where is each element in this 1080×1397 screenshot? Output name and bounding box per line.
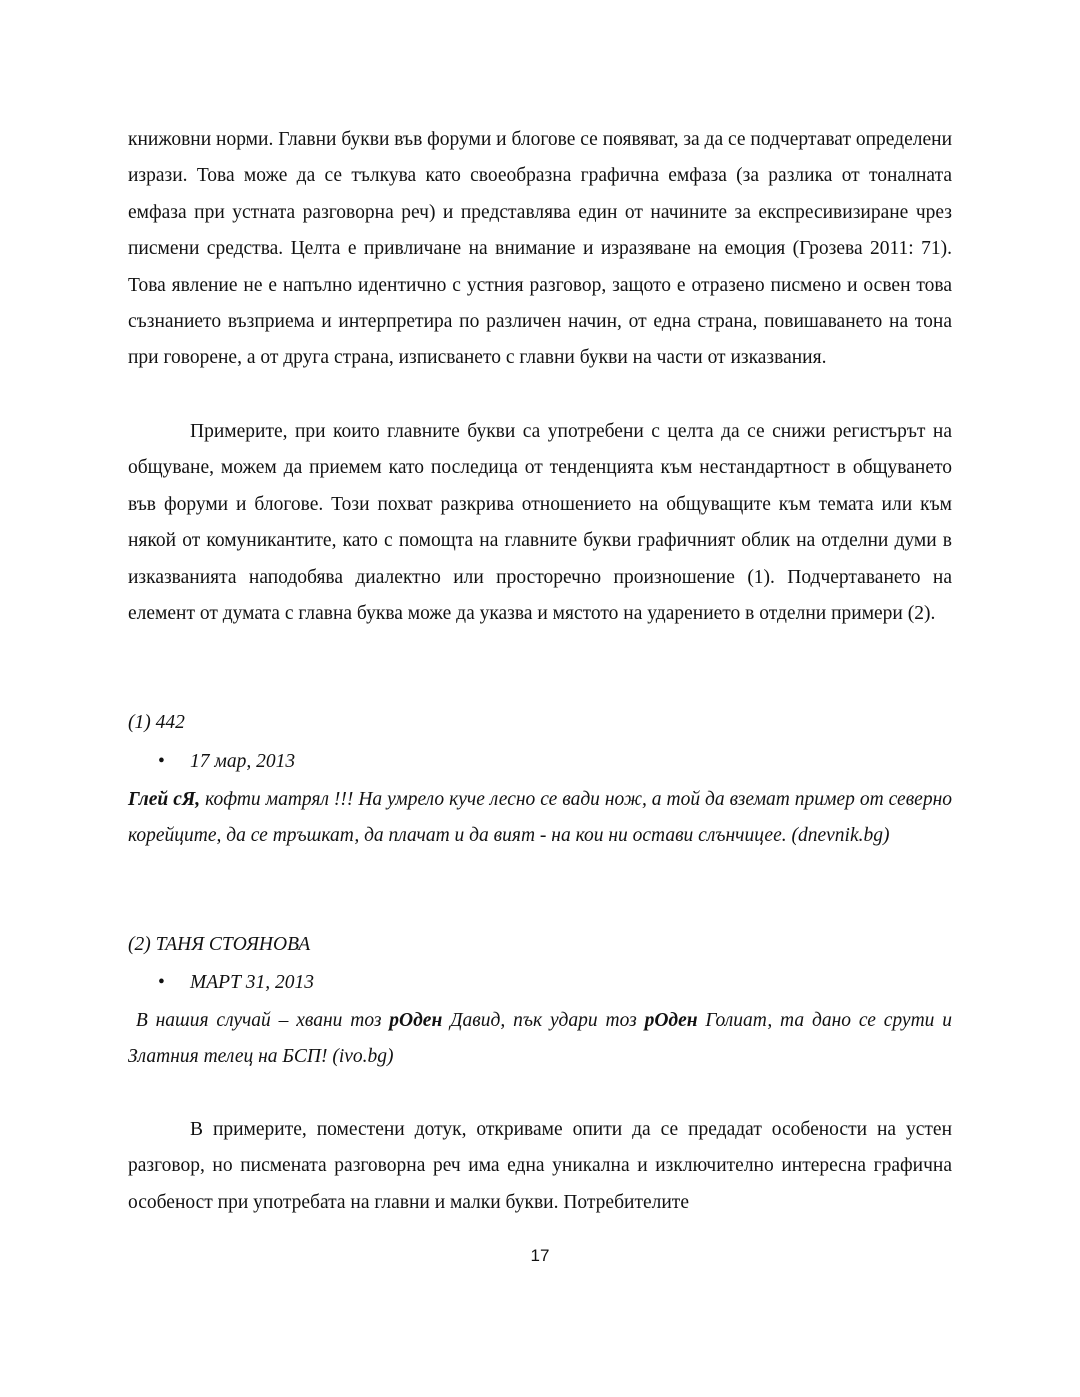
example-1-date-item xyxy=(158,744,295,780)
example-2-quote xyxy=(128,1003,957,1076)
bullet-icon: • xyxy=(158,972,165,993)
example-2-part-2: Давид, пък удари тоз xyxy=(442,1010,645,1031)
bullet-icon: • xyxy=(158,751,165,772)
paragraph-3: В примерите, поместени дотук, откриваме опити да се предадат особености на устен разговор, но писмената разговорна реч има една уникална и изключително интересна графична особеност при употребата на главни и малки букви. Потребителите xyxy=(128,1119,952,1213)
example-2-bold-1: рОден xyxy=(389,1010,443,1031)
example-2-bold-2: рОден xyxy=(644,1010,698,1031)
example-1-quote xyxy=(128,782,952,855)
paragraph-2: Примерите, при които главните букви са употребени с целта да се снижи регистърът на общуване, можем да приемем като последица от тенденцията към нестандартност в общуването във форуми и блогове. Този похват разкрива отношението на общуващите към темата или към някой от комуникантите, като с помощта на главните букви графичният облик на отделни думи в изказванията наподобява диалектно или просторечно произношение (1). Подчертаването на елемент от думата с главна буква може да указва и мястото на ударението в отделни примери (2). xyxy=(128,421,952,625)
example-1-bold-lead: Глей сЯ, xyxy=(128,789,201,810)
example-1-body: кофти матрял !!! На умрело куче лесно се вади нож, а той да вземат пример от северно корейците, да се тръшкат, да плачат и да вият - на кои ни остави слънчицее. (dnevnik.bg) xyxy=(128,789,952,847)
example-2-date-item xyxy=(158,965,314,1001)
example-2-part-1: В нашия случай – хвани тоз xyxy=(128,1010,390,1031)
example-2-header: (2) ТАНЯ СТОЯНОВА xyxy=(128,934,311,955)
example-2-date: МАРТ 31, 2013 xyxy=(190,972,315,993)
paragraph-1: книжовни норми. Главни букви във форуми и блогове се появяват, за да се подчертават определени изрази. Това може да се тълкува като своеобразна графична емфаза (за разлика от тоналната емфаза при устната разговорна реч) и представлява един от начините за експресивизиране чрез писмени средства. Целта е привличане на внимание и изразяване на емоция (Грозева 2011: 71). Това явление не е напълно идентично с устния разговор, защото е отразено писмено и освен това съзнанието възприема и интерпретира по различен начин, от една страна, повишаването на тона при говорене, а от друга страна, изписването с главни букви на части от изказвания. xyxy=(128,129,953,369)
example-2-part-3: Голиат, та дано се срути и Златния телец на БСП! (ivo.bg) xyxy=(128,1010,957,1068)
example-1-date: 17 мар, 2013 xyxy=(190,751,296,772)
example-1-header: (1) 442 xyxy=(128,712,185,733)
page-number: 17 xyxy=(530,1246,550,1265)
